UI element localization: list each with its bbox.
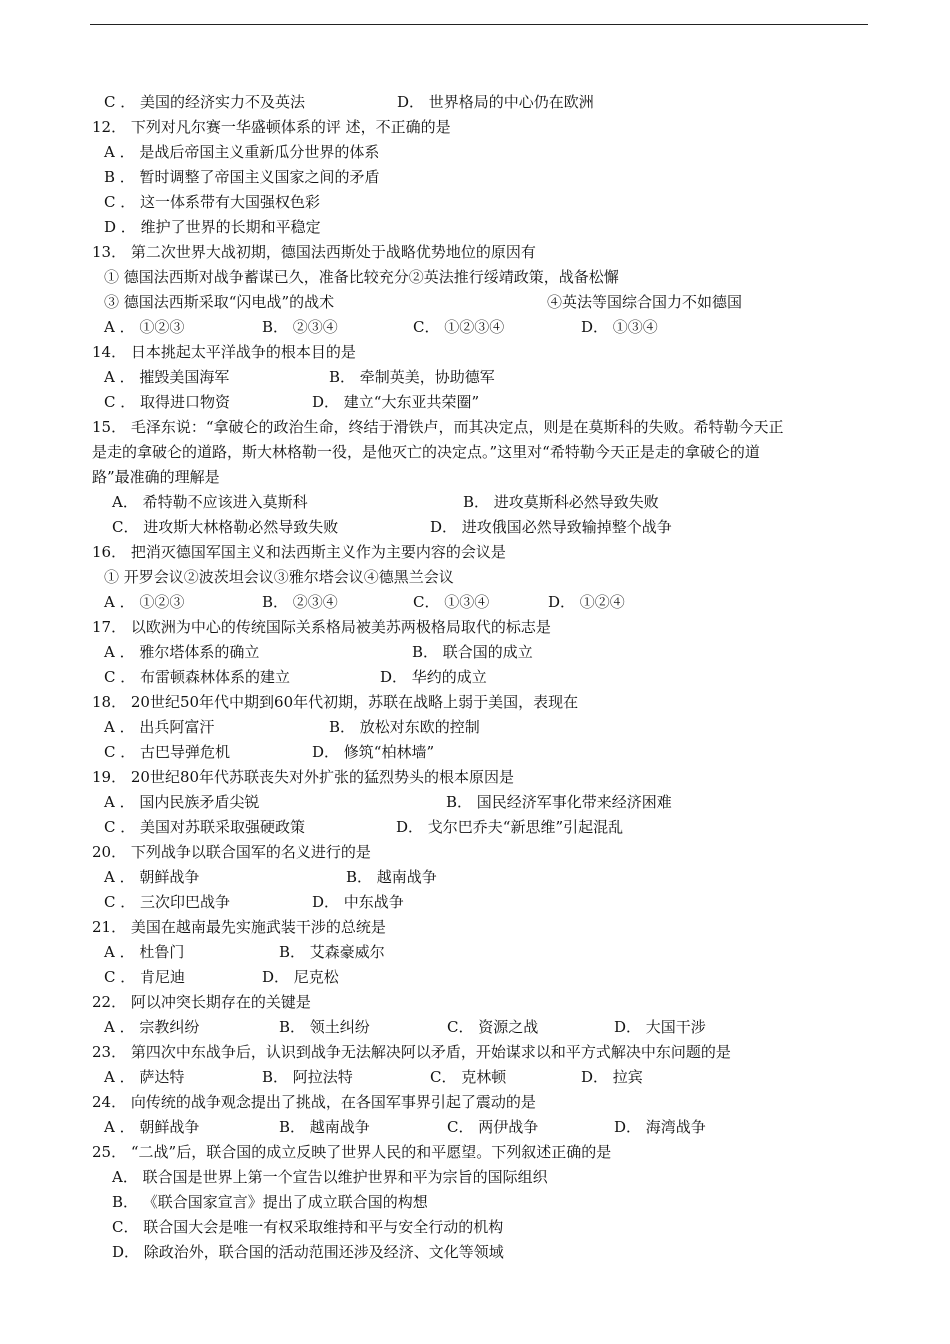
text-line bbox=[0, 890, 950, 915]
line-text: A ． 朝鲜战争 bbox=[104, 868, 200, 886]
line-text: C ． 三次印巴战争 bbox=[104, 893, 231, 911]
line-text: C ． 布雷顿森林体系的建立 bbox=[104, 668, 291, 686]
line-text: A ． 是战后帝国主义重新瓜分世界的体系 bbox=[104, 143, 380, 161]
option-text: B． 国民经济军事化带来经济困难 bbox=[446, 793, 672, 811]
line-text: A ． ①②③ bbox=[104, 593, 185, 611]
line-text: C ． 美国对苏联采取强硬政策 bbox=[104, 818, 306, 836]
option-text: C． ①②③④ bbox=[413, 318, 505, 336]
text-line bbox=[0, 290, 950, 315]
text-line bbox=[0, 1215, 950, 1240]
text-line bbox=[0, 415, 950, 440]
option-text: B． 领土纠纷 bbox=[279, 1018, 370, 1036]
line-text: A ． ①②③ bbox=[104, 318, 185, 336]
text-line bbox=[0, 490, 950, 515]
text-line bbox=[0, 265, 950, 290]
text-line bbox=[0, 515, 950, 540]
line-text: 19． 20世纪80年代苏联丧失对外扩张的猛烈势头的根本原因是 bbox=[92, 768, 515, 786]
text-line bbox=[0, 940, 950, 965]
text-line bbox=[0, 1090, 950, 1115]
line-text: C ． 古巴导弹危机 bbox=[104, 743, 231, 761]
text-line bbox=[0, 740, 950, 765]
line-text: D． 除政治外，联合国的活动范围还涉及经济、文化等领域 bbox=[112, 1243, 504, 1261]
line-text: A ． 宗教纠纷 bbox=[104, 1018, 200, 1036]
line-text: 17． 以欧洲为中心的传统国际关系格局被美苏两极格局取代的标志是 bbox=[92, 618, 551, 636]
text-line bbox=[0, 640, 950, 665]
option-text: D． 拉宾 bbox=[581, 1068, 643, 1086]
text-line bbox=[0, 540, 950, 565]
option-text: C． ①③④ bbox=[413, 593, 490, 611]
option-text: D． 戈尔巴乔夫“新思维”引起混乱 bbox=[396, 818, 624, 836]
line-text: 15． 毛泽东说：“拿破仑的政治生命，终结于滑铁卢，而其决定点，则是在莫斯科的失败。希特勒今天正 bbox=[92, 418, 784, 436]
line-text: A ． 朝鲜战争 bbox=[104, 1118, 200, 1136]
text-line bbox=[0, 1190, 950, 1215]
line-text: ① 开罗会议②波茨坦会议③雅尔塔会议④德黑兰会议 bbox=[104, 568, 454, 586]
text-line bbox=[0, 615, 950, 640]
text-line bbox=[0, 1065, 950, 1090]
text-line bbox=[0, 390, 950, 415]
text-line bbox=[0, 340, 950, 365]
text-line bbox=[0, 365, 950, 390]
line-text: C． 联合国大会是唯一有权采取维持和平与安全行动的机构 bbox=[112, 1218, 504, 1236]
line-text: 16． 把消灭德国军国主义和法西斯主义作为主要内容的会议是 bbox=[92, 543, 506, 561]
line-text: 是走的拿破仑的道路，斯大林格勒一役，是他灭亡的决定点。”这里对“希特勒今天正是走的拿破仑的道 bbox=[92, 443, 760, 461]
text-line bbox=[0, 965, 950, 990]
line-text: 22． 阿以冲突长期存在的关键是 bbox=[92, 993, 311, 1011]
option-text: B． 联合国的成立 bbox=[412, 643, 533, 661]
line-text: A ． 摧毁美国海军 bbox=[104, 368, 230, 386]
text-line bbox=[0, 140, 950, 165]
line-text: ③ 德国法西斯采取“闪电战”的战术 bbox=[104, 293, 335, 311]
text-line bbox=[0, 765, 950, 790]
line-text: 23． 第四次中东战争后，认识到战争无法解决阿以矛盾，开始谋求以和平方式解决中东问题的是 bbox=[92, 1043, 731, 1061]
line-text: 24． 向传统的战争观念提出了挑战，在各国军事界引起了震动的是 bbox=[92, 1093, 536, 1111]
line-text: A． 希特勒不应该进入莫斯科 bbox=[112, 493, 308, 511]
line-text: 25． “二战”后，联合国的成立反映了世界人民的和平愿望。下列叙述正确的是 bbox=[92, 1143, 612, 1161]
line-text: C ． 这一体系带有大国强权色彩 bbox=[104, 193, 321, 211]
line-text: ① 德国法西斯对战争蓄谋已久，准备比较充分②英法推行绥靖政策，战备松懈 bbox=[104, 268, 619, 286]
text-line bbox=[0, 690, 950, 715]
line-text: A． 联合国是世界上第一个宣告以维护世界和平为宗旨的国际组织 bbox=[112, 1168, 548, 1186]
line-text: A ． 杜鲁门 bbox=[104, 943, 185, 961]
option-text: D． 中东战争 bbox=[312, 893, 404, 911]
option-text: D． 建立“大东亚共荣圈” bbox=[312, 393, 480, 411]
line-text: C ． 取得进口物资 bbox=[104, 393, 231, 411]
text-line bbox=[0, 1115, 950, 1140]
option-text: B． 放松对东欧的控制 bbox=[329, 718, 480, 736]
line-text: B． 《联合国家宣言》提出了成立联合国的构想 bbox=[112, 1193, 428, 1211]
option-text: D． 华约的成立 bbox=[380, 668, 487, 686]
option-text: D． 大国干涉 bbox=[614, 1018, 706, 1036]
text-line bbox=[0, 665, 950, 690]
line-text: C ． 美国的经济实力不及英法 bbox=[104, 93, 306, 111]
line-text: C． 进攻斯大林格勒必然导致失败 bbox=[112, 518, 339, 536]
option-text: B． ②③④ bbox=[262, 593, 338, 611]
header-rule bbox=[90, 24, 868, 25]
text-line bbox=[0, 465, 950, 490]
line-text: A ． 出兵阿富汗 bbox=[104, 718, 215, 736]
text-line bbox=[0, 715, 950, 740]
text-line bbox=[0, 165, 950, 190]
text-line bbox=[0, 215, 950, 240]
option-text: D． ①③④ bbox=[581, 318, 658, 336]
line-text: B ． 暂时调整了帝国主义国家之间的矛盾 bbox=[104, 168, 380, 186]
text-line bbox=[0, 840, 950, 865]
line-text: A ． 雅尔塔体系的确立 bbox=[104, 643, 260, 661]
option-text: D． 世界格局的中心仍在欧洲 bbox=[397, 93, 594, 111]
option-text: B． 越南战争 bbox=[346, 868, 437, 886]
text-line bbox=[0, 815, 950, 840]
option-text: B． 进攻莫斯科必然导致失败 bbox=[463, 493, 659, 511]
text-line bbox=[0, 590, 950, 615]
text-line bbox=[0, 990, 950, 1015]
line-text: A ． 国内民族矛盾尖锐 bbox=[104, 793, 260, 811]
option-text: B． 越南战争 bbox=[279, 1118, 370, 1136]
line-text: 12． 下列对凡尔赛一华盛顿体系的评 述，不正确的是 bbox=[92, 118, 451, 136]
text-line bbox=[0, 440, 950, 465]
option-text: D． ①②④ bbox=[548, 593, 625, 611]
option-text: D． 进攻俄国必然导致输掉整个战争 bbox=[430, 518, 672, 536]
line-text: 14． 日本挑起太平洋战争的根本目的是 bbox=[92, 343, 356, 361]
line-text: 21． 美国在越南最先实施武装干涉的总统是 bbox=[92, 918, 386, 936]
line-text: 20． 下列战争以联合国军的名义进行的是 bbox=[92, 843, 371, 861]
text-line bbox=[0, 90, 950, 115]
text-line bbox=[0, 240, 950, 265]
option-text: D． 修筑“柏林墙” bbox=[312, 743, 435, 761]
line-text: A ． 萨达特 bbox=[104, 1068, 185, 1086]
option-text: C． 资源之战 bbox=[447, 1018, 539, 1036]
text-line bbox=[0, 1240, 950, 1265]
line-text: D ． 维护了世界的长期和平稳定 bbox=[104, 218, 321, 236]
text-line bbox=[0, 190, 950, 215]
option-text: B． 阿拉法特 bbox=[262, 1068, 353, 1086]
option-text: B． 牵制英美，协助德军 bbox=[329, 368, 495, 386]
line-text: C ． 肯尼迪 bbox=[104, 968, 186, 986]
option-text: B． ②③④ bbox=[262, 318, 338, 336]
option-text: D． 海湾战争 bbox=[614, 1118, 706, 1136]
text-line bbox=[0, 1140, 950, 1165]
text-line bbox=[0, 1165, 950, 1190]
text-line bbox=[0, 1040, 950, 1065]
line-text: 18． 20世纪50年代中期到60年代初期，苏联在战略上弱于美国，表现在 bbox=[92, 693, 579, 711]
text-line bbox=[0, 315, 950, 340]
option-text: ④英法等国综合国力不如德国 bbox=[547, 293, 743, 311]
option-text: D． 尼克松 bbox=[262, 968, 339, 986]
text-line bbox=[0, 865, 950, 890]
option-text: C． 克林顿 bbox=[430, 1068, 507, 1086]
text-line bbox=[0, 790, 950, 815]
text-line bbox=[0, 915, 950, 940]
text-line bbox=[0, 565, 950, 590]
text-line bbox=[0, 1015, 950, 1040]
line-text: 路”最准确的理解是 bbox=[92, 468, 220, 486]
option-text: B． 艾森豪威尔 bbox=[279, 943, 385, 961]
text-line bbox=[0, 115, 950, 140]
option-text: C． 两伊战争 bbox=[447, 1118, 539, 1136]
line-text: 13． 第二次世界大战初期，德国法西斯处于战略优势地位的原因有 bbox=[92, 243, 536, 261]
